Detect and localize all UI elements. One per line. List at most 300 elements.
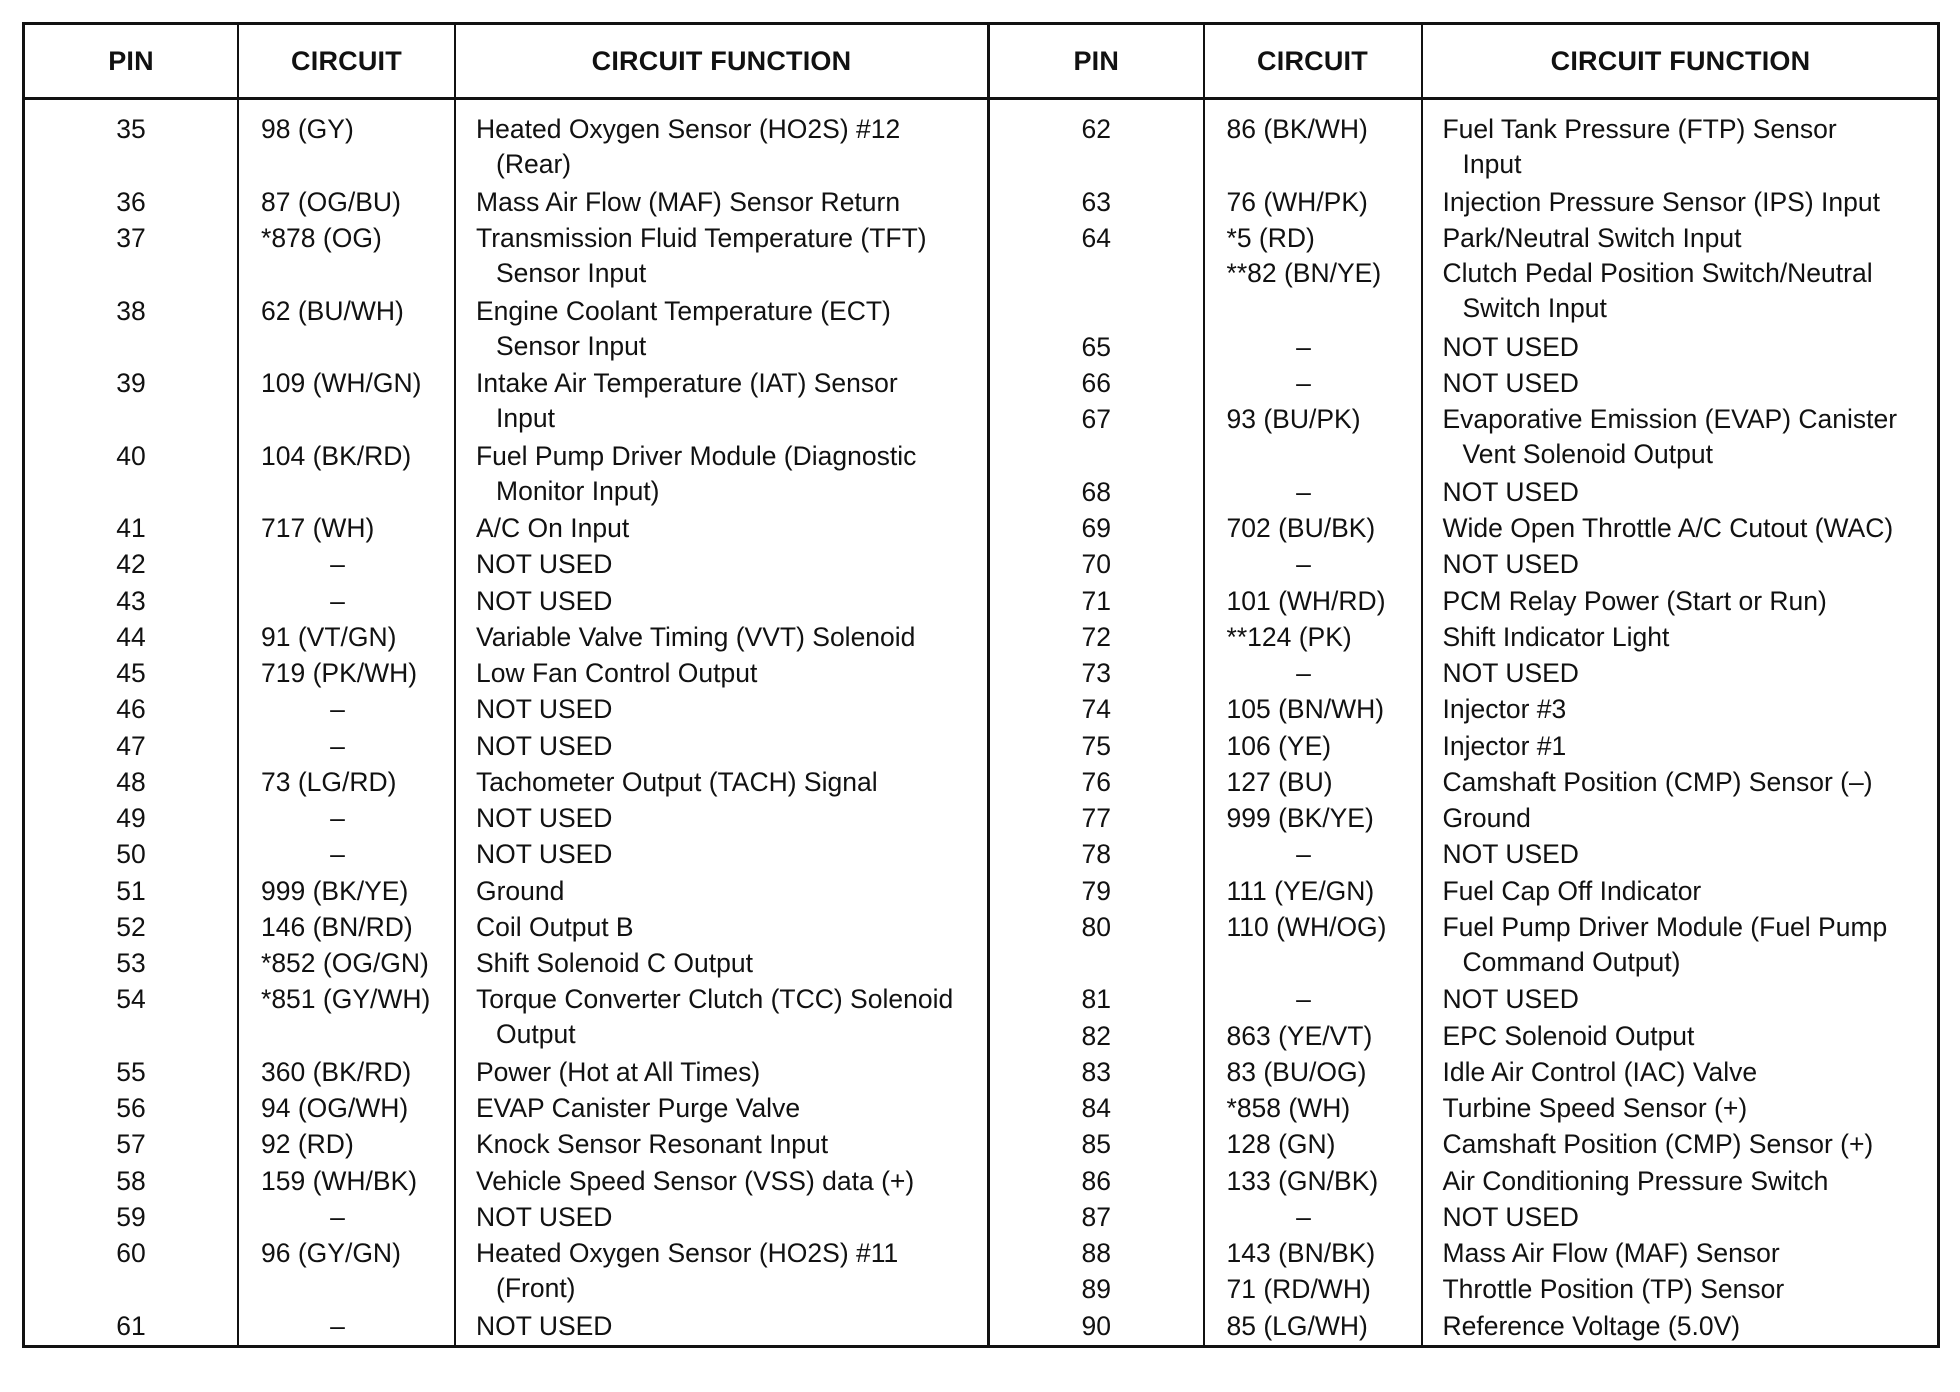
pin-number: 69 [1081, 513, 1111, 544]
header-circuit-function: CIRCUIT FUNCTION [1422, 25, 1939, 99]
pin-number: 48 [116, 766, 146, 797]
circuit-function-line: Sensor Input [496, 258, 647, 289]
circuit-cell [238, 1091, 455, 1127]
circuit-cell [238, 1200, 455, 1236]
circuit-code: – [330, 1201, 345, 1232]
circuit-code: *851 (GY/WH) [261, 984, 431, 1015]
pin-number: 36 [116, 186, 146, 217]
table-row [989, 511, 1939, 547]
table-row [989, 1019, 1939, 1055]
circuit-function-cell [1422, 910, 1939, 983]
table-row [25, 584, 987, 620]
circuit-function-cell [455, 946, 987, 982]
pin-number: 70 [1081, 549, 1111, 580]
circuit-function-line: EPC Solenoid Output [1442, 1020, 1695, 1051]
circuit-function-line: Turbine Speed Sensor (+) [1442, 1093, 1748, 1124]
circuit-code: 105 (BN/WH) [1226, 694, 1385, 725]
circuit-code: 91 (VT/GN) [261, 621, 397, 652]
circuit-function-cell [455, 692, 987, 728]
header-row [989, 25, 1939, 99]
circuit-function-line: Heated Oxygen Sensor (HO2S) #11 [476, 1238, 899, 1269]
circuit-code: – [330, 549, 345, 580]
table-row [989, 1127, 1939, 1163]
header-row [25, 25, 987, 99]
circuit-cell [1204, 185, 1422, 221]
circuit-function-line: Torque Converter Clutch (TCC) Solenoid [476, 984, 954, 1015]
circuit-code: *5 (RD) [1226, 223, 1315, 254]
table-row [989, 910, 1939, 983]
pin-number: 68 [1081, 476, 1111, 507]
circuit-cell [1204, 1164, 1422, 1200]
circuit-function-line: Low Fan Control Output [476, 658, 758, 689]
circuit-cell [1204, 402, 1422, 475]
circuit-cell [1204, 1091, 1422, 1127]
circuit-cell [238, 765, 455, 801]
circuit-function-line: NOT USED [1442, 331, 1579, 362]
circuit-function-line: Input [496, 403, 555, 434]
circuit-function-cell [1422, 982, 1939, 1018]
circuit-function-line: Idle Air Control (IAC) Valve [1442, 1056, 1758, 1087]
circuit-cell [1204, 620, 1422, 656]
circuit-function-line: Fuel Cap Off Indicator [1442, 875, 1702, 906]
pin-number: 62 [1081, 114, 1111, 144]
circuit-code: 71 (RD/WH) [1226, 1274, 1371, 1305]
pin-number: 66 [1081, 368, 1111, 399]
pin-number: 56 [116, 1093, 146, 1124]
pin-number: 55 [116, 1056, 146, 1087]
table-row [989, 656, 1939, 692]
circuit-cell [1204, 765, 1422, 801]
circuit-function-line: (Rear) [496, 149, 572, 179]
circuit-function-cell [455, 1309, 987, 1345]
circuit-cell [1204, 1272, 1422, 1308]
pin-number: 42 [116, 549, 146, 580]
table-row [989, 330, 1939, 366]
table-row [25, 620, 987, 656]
circuit-function-line: Ground [476, 875, 565, 906]
circuit-function-cell [1422, 874, 1939, 910]
circuit-function-line: Monitor Input) [496, 475, 660, 506]
circuit-code: 110 (WH/OG) [1226, 911, 1387, 942]
circuit-function-line: NOT USED [1442, 1201, 1579, 1232]
pin-number: 71 [1081, 585, 1111, 616]
circuit-function-line: Heated Oxygen Sensor (HO2S) #12 [476, 114, 901, 144]
table-row [989, 185, 1939, 221]
circuit-function-line: Park/Neutral Switch Input [1442, 223, 1742, 254]
circuit-function-cell [455, 294, 987, 367]
circuit-function-cell [455, 366, 987, 439]
circuit-function-line: NOT USED [1442, 658, 1579, 689]
circuit-function-cell [1422, 1236, 1939, 1272]
table-row [989, 1236, 1939, 1272]
header-circuit: CIRCUIT [1204, 25, 1422, 99]
table-row [25, 729, 987, 765]
circuit-function-cell [1422, 99, 1939, 185]
circuit-code: 106 (YE) [1226, 730, 1332, 761]
pin-number: 75 [1081, 730, 1111, 761]
circuit-function-line: Output [496, 1019, 576, 1050]
circuit-cell [1204, 1309, 1422, 1345]
circuit-function-line: A/C On Input [476, 513, 630, 544]
circuit-code: – [330, 585, 345, 616]
circuit-function-line: Vent Solenoid Output [1462, 439, 1713, 470]
table-row [25, 99, 987, 185]
circuit-function-line: Shift Indicator Light [1442, 621, 1670, 652]
circuit-cell [238, 801, 455, 837]
circuit-code: 999 (BK/YE) [1226, 803, 1374, 834]
circuit-code: – [330, 730, 345, 761]
pin-number: 41 [116, 513, 146, 544]
circuit-function-cell [455, 511, 987, 547]
circuit-code: *858 (WH) [1226, 1093, 1351, 1124]
circuit-code: 94 (OG/WH) [261, 1093, 409, 1124]
circuit-code: 87 (OG/BU) [261, 186, 401, 217]
circuit-cell [238, 511, 455, 547]
circuit-function-cell [455, 221, 987, 294]
circuit-function-cell [1422, 185, 1939, 221]
table-row [25, 221, 987, 294]
circuit-function-line: Wide Open Throttle A/C Cutout (WAC) [1442, 513, 1894, 544]
circuit-function-line: (Front) [496, 1273, 576, 1304]
circuit-function-line: Input [1462, 149, 1522, 179]
circuit-code: – [1296, 331, 1311, 362]
circuit-cell [238, 946, 455, 982]
circuit-code: – [1296, 368, 1311, 399]
table-row [25, 439, 987, 512]
circuit-function-line: NOT USED [476, 1201, 613, 1232]
circuit-cell [238, 837, 455, 873]
circuit-function-cell [1422, 1200, 1939, 1236]
pin-number: 83 [1081, 1056, 1111, 1087]
circuit-code: 85 (LG/WH) [1226, 1310, 1368, 1341]
circuit-function-line: Power (Hot at All Times) [476, 1056, 761, 1087]
table-row [25, 366, 987, 439]
circuit-function-cell [1422, 475, 1939, 511]
pinout-sheet [22, 22, 1940, 1348]
pin-number: 43 [116, 585, 146, 616]
circuit-cell [1204, 1019, 1422, 1055]
circuit-function-line: NOT USED [476, 1310, 613, 1341]
circuit-function-line: NOT USED [1442, 549, 1579, 580]
circuit-function-line: Reference Voltage (5.0V) [1442, 1310, 1741, 1341]
circuit-cell [1204, 729, 1422, 765]
circuit-code: 143 (BN/BK) [1226, 1238, 1376, 1269]
circuit-code: – [330, 694, 345, 725]
table-row [25, 874, 987, 910]
circuit-function-line: Variable Valve Timing (VVT) Solenoid [476, 621, 916, 652]
table-row [989, 584, 1939, 620]
header-circuit: CIRCUIT [238, 25, 455, 99]
circuit-function-line: Camshaft Position (CMP) Sensor (+) [1442, 1129, 1874, 1160]
circuit-cell [1204, 475, 1422, 511]
circuit-cell [238, 982, 455, 1055]
pinout-table-left [25, 25, 987, 1345]
circuit-code: 101 (WH/RD) [1226, 585, 1386, 616]
circuit-code: – [1296, 839, 1311, 870]
circuit-function-line: Fuel Pump Driver Module (Fuel Pump [1442, 911, 1888, 942]
pin-number: 57 [116, 1129, 146, 1160]
circuit-code: 127 (BU) [1226, 766, 1333, 797]
table-row [989, 99, 1939, 185]
circuit-function-cell [1422, 692, 1939, 728]
table-row [25, 1309, 987, 1345]
circuit-code: – [1296, 1201, 1311, 1232]
circuit-function-cell [1422, 547, 1939, 583]
circuit-code: 360 (BK/RD) [261, 1056, 412, 1087]
table-row [989, 874, 1939, 910]
circuit-cell [1204, 221, 1422, 330]
circuit-function-line: NOT USED [476, 839, 613, 870]
circuit-cell [238, 874, 455, 910]
circuit-code: 73 (LG/RD) [261, 766, 397, 797]
circuit-cell [1204, 656, 1422, 692]
table-row [989, 1164, 1939, 1200]
circuit-function-cell [455, 99, 987, 185]
circuit-code: – [1296, 984, 1311, 1015]
table-row [989, 801, 1939, 837]
pin-number: 60 [116, 1238, 146, 1269]
circuit-cell [1204, 982, 1422, 1018]
table-row [989, 692, 1939, 728]
table-row [989, 837, 1939, 873]
pin-number: 80 [1081, 911, 1111, 942]
circuit-function-line: Air Conditioning Pressure Switch [1442, 1165, 1829, 1196]
pin-number: 86 [1081, 1165, 1111, 1196]
circuit-cell [1204, 837, 1422, 873]
pin-number: 51 [116, 875, 146, 906]
circuit-cell [1204, 692, 1422, 728]
pin-number: 44 [116, 621, 146, 652]
table-row [25, 656, 987, 692]
pin-number: 85 [1081, 1129, 1111, 1160]
table-row [989, 366, 1939, 402]
circuit-function-cell [1422, 801, 1939, 837]
circuit-code: 109 (WH/GN) [261, 368, 422, 399]
table-row [25, 547, 987, 583]
circuit-code: – [1296, 658, 1311, 689]
header-circuit-function: CIRCUIT FUNCTION [455, 25, 987, 99]
circuit-cell [238, 656, 455, 692]
circuit-function-line: Clutch Pedal Position Switch/Neutral [1442, 258, 1873, 289]
circuit-code: *878 (OG) [261, 223, 382, 254]
circuit-function-line: Fuel Pump Driver Module (Diagnostic [476, 440, 917, 471]
table-row [25, 1127, 987, 1163]
circuit-code: 128 (GN) [1226, 1129, 1336, 1160]
circuit-code: 62 (BU/WH) [261, 295, 404, 326]
circuit-function-line: Coil Output B [476, 911, 634, 942]
circuit-code: 104 (BK/RD) [261, 440, 412, 471]
table-row [989, 1309, 1939, 1345]
circuit-code: 719 (PK/WH) [261, 658, 418, 689]
table-row [25, 837, 987, 873]
circuit-function-cell [455, 1164, 987, 1200]
table-row [25, 692, 987, 728]
circuit-function-cell [1422, 1272, 1939, 1308]
circuit-function-line: Fuel Tank Pressure (FTP) Sensor [1442, 114, 1837, 144]
circuit-cell [1204, 874, 1422, 910]
circuit-function-cell [455, 1236, 987, 1309]
circuit-function-line: Ground [1442, 803, 1531, 834]
table-row [989, 1091, 1939, 1127]
circuit-function-cell [1422, 656, 1939, 692]
pin-number: 74 [1081, 694, 1111, 725]
circuit-function-line: Sensor Input [496, 330, 647, 361]
table-row [989, 982, 1939, 1018]
circuit-cell [238, 692, 455, 728]
pin-number: 35 [116, 114, 146, 144]
pin-number: 89 [1081, 1274, 1111, 1305]
circuit-function-line: Injector #3 [1442, 694, 1567, 725]
pinout-table-right [987, 25, 1939, 1345]
circuit-function-line: Injector #1 [1442, 730, 1567, 761]
circuit-cell [238, 547, 455, 583]
circuit-function-cell [1422, 402, 1939, 475]
table-row [25, 801, 987, 837]
circuit-code: – [330, 803, 345, 834]
circuit-code: – [1296, 549, 1311, 580]
pin-number: 61 [116, 1310, 146, 1341]
pin-number: 47 [116, 730, 146, 761]
pin-number: 88 [1081, 1238, 1111, 1269]
circuit-function-line: Shift Solenoid C Output [476, 948, 753, 979]
circuit-code: 133 (GN/BK) [1226, 1165, 1379, 1196]
circuit-cell [1204, 1055, 1422, 1091]
table-row [25, 1236, 987, 1309]
circuit-cell [1204, 910, 1422, 983]
circuit-function-line: Transmission Fluid Temperature (TFT) [476, 223, 927, 254]
circuit-function-line: Command Output) [1462, 946, 1681, 977]
circuit-code: – [330, 1310, 345, 1341]
circuit-function-cell [1422, 1055, 1939, 1091]
circuit-function-cell [455, 1091, 987, 1127]
table-row [989, 475, 1939, 511]
circuit-function-cell [455, 874, 987, 910]
table-row [25, 982, 987, 1055]
circuit-cell [238, 439, 455, 512]
table-row [989, 402, 1939, 475]
circuit-function-cell [455, 439, 987, 512]
circuit-function-cell [455, 656, 987, 692]
circuit-code: – [330, 839, 345, 870]
circuit-code: 146 (BN/RD) [261, 911, 413, 942]
pin-number: 64 [1081, 223, 1111, 254]
circuit-cell [1204, 511, 1422, 547]
pin-number: 50 [116, 839, 146, 870]
pin-number: 65 [1081, 331, 1111, 362]
circuit-function-cell [455, 765, 987, 801]
circuit-function-line: NOT USED [1442, 984, 1579, 1015]
circuit-cell [1204, 547, 1422, 583]
circuit-function-cell [455, 801, 987, 837]
circuit-function-cell [1422, 620, 1939, 656]
table-row [25, 765, 987, 801]
circuit-function-cell [1422, 765, 1939, 801]
circuit-function-cell [455, 837, 987, 873]
circuit-function-line: Switch Input [1462, 293, 1607, 324]
circuit-cell [238, 910, 455, 946]
pin-number: 90 [1081, 1310, 1111, 1341]
pin-number: 81 [1081, 984, 1111, 1015]
pin-number: 73 [1081, 658, 1111, 689]
table-row [989, 1272, 1939, 1308]
pin-number: 37 [116, 223, 146, 254]
table-row [25, 185, 987, 221]
circuit-function-line: Vehicle Speed Sensor (VSS) data (+) [476, 1165, 915, 1196]
circuit-cell [238, 99, 455, 185]
pin-number: 87 [1081, 1201, 1111, 1232]
circuit-cell [238, 1164, 455, 1200]
table-body-left [25, 99, 987, 1346]
pin-number: 58 [116, 1165, 146, 1196]
circuit-function-cell [1422, 366, 1939, 402]
circuit-cell [238, 294, 455, 367]
circuit-code: 702 (BU/BK) [1226, 513, 1376, 544]
circuit-function-cell [1422, 729, 1939, 765]
pin-number: 79 [1081, 875, 1111, 906]
circuit-function-cell [1422, 511, 1939, 547]
circuit-function-line: NOT USED [476, 730, 613, 761]
circuit-cell [238, 1127, 455, 1163]
circuit-function-cell [455, 1127, 987, 1163]
circuit-cell [238, 729, 455, 765]
header-pin: PIN [989, 25, 1204, 99]
circuit-function-cell [455, 729, 987, 765]
circuit-function-line: Throttle Position (TP) Sensor [1442, 1274, 1785, 1305]
circuit-function-cell [455, 910, 987, 946]
circuit-code: 96 (GY/GN) [261, 1238, 401, 1269]
pin-number: 84 [1081, 1093, 1111, 1124]
circuit-function-line: NOT USED [476, 803, 613, 834]
circuit-cell [1204, 801, 1422, 837]
circuit-function-line: PCM Relay Power (Start or Run) [1442, 585, 1827, 616]
circuit-function-cell [1422, 584, 1939, 620]
circuit-cell [1204, 1200, 1422, 1236]
circuit-function-line: Mass Air Flow (MAF) Sensor [1442, 1238, 1780, 1269]
pin-number: 46 [116, 694, 146, 725]
circuit-function-line: Mass Air Flow (MAF) Sensor Return [476, 186, 901, 217]
circuit-function-line: NOT USED [1442, 839, 1579, 870]
table-body-right [989, 99, 1939, 1346]
circuit-function-cell [455, 185, 987, 221]
circuit-cell [1204, 330, 1422, 366]
circuit-function-cell [1422, 1127, 1939, 1163]
circuit-function-cell [1422, 1164, 1939, 1200]
circuit-cell [1204, 1236, 1422, 1272]
pin-number: 53 [116, 948, 146, 979]
circuit-cell [238, 1236, 455, 1309]
table-row [989, 765, 1939, 801]
circuit-function-cell [1422, 221, 1939, 330]
circuit-code: 93 (BU/PK) [1226, 404, 1361, 435]
circuit-function-line: Evaporative Emission (EVAP) Canister [1442, 404, 1898, 435]
table-row [25, 1055, 987, 1091]
circuit-code: 92 (RD) [261, 1129, 354, 1160]
pin-number: 54 [116, 984, 146, 1015]
circuit-cell [238, 584, 455, 620]
pin-number: 82 [1081, 1020, 1111, 1051]
table-row [25, 1091, 987, 1127]
circuit-code: **124 (PK) [1226, 621, 1352, 652]
circuit-function-line: Camshaft Position (CMP) Sensor (–) [1442, 766, 1873, 797]
table-row [25, 1164, 987, 1200]
pin-number: 40 [116, 440, 146, 471]
circuit-function-cell [455, 620, 987, 656]
circuit-function-cell [1422, 837, 1939, 873]
pin-number: 45 [116, 658, 146, 689]
circuit-cell [238, 1055, 455, 1091]
circuit-function-cell [1422, 1309, 1939, 1345]
circuit-function-cell [455, 1200, 987, 1236]
